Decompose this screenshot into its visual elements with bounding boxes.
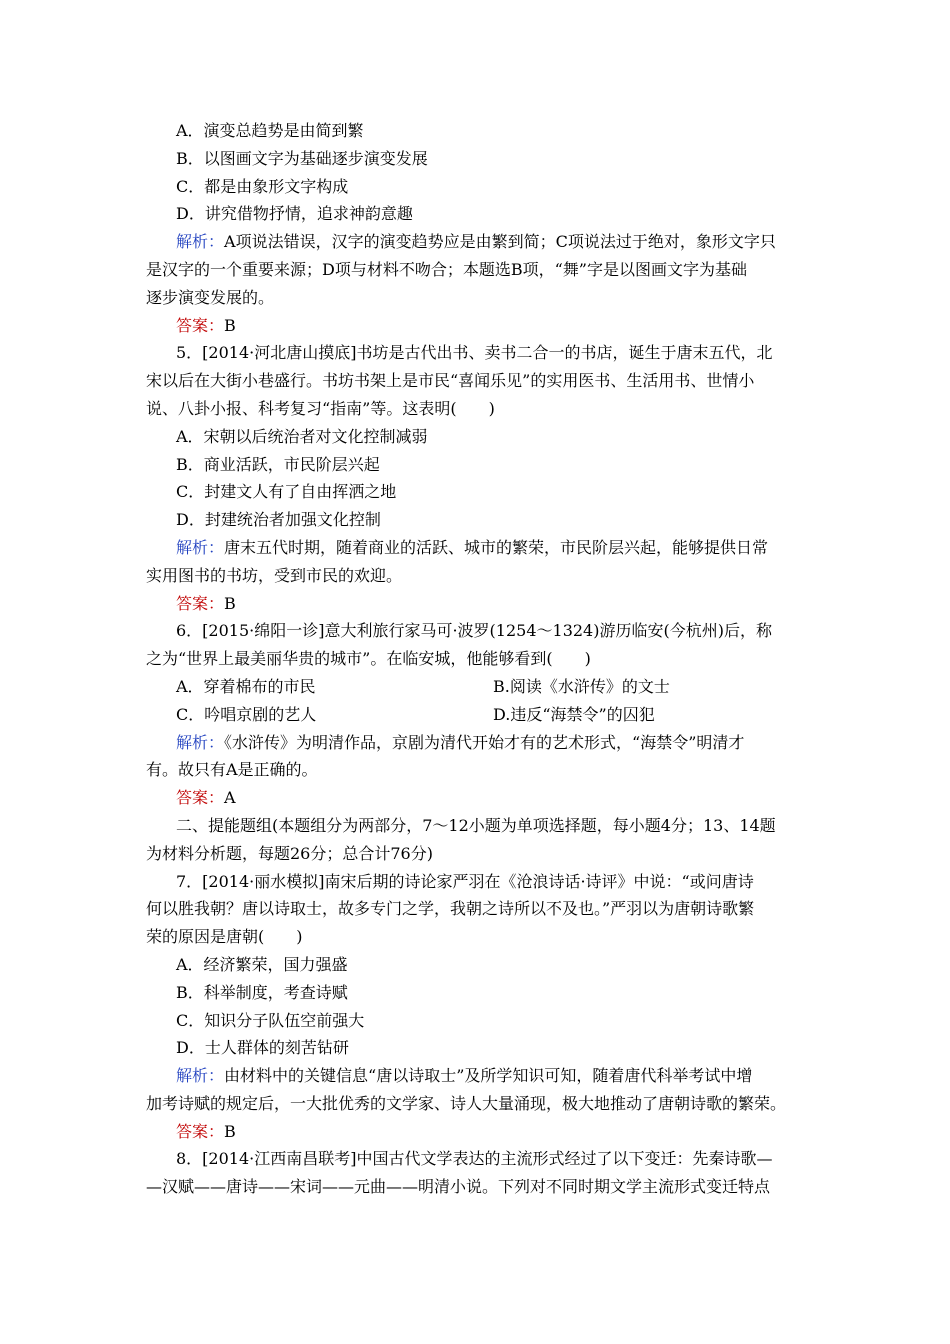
document-body bbox=[146, 117, 810, 1201]
option-line: A．宋朝以后统治者对文化控制减弱 bbox=[176, 426, 428, 446]
analysis-label: 解析： bbox=[176, 537, 225, 557]
option-line: C．知识分子队伍空前强大 bbox=[176, 1010, 365, 1030]
text-line: 何以胜我朝？唐以诗取士，故多专门之学，我朝之诗所以不及也。”严羽以为唐朝诗歌繁 bbox=[146, 899, 755, 919]
answer-value: B bbox=[224, 315, 236, 335]
question-line: 6．[2015·绵阳一诊]意大利旅行家马可·波罗(1254～1324)游历临安(今杭州)后，称 bbox=[176, 621, 772, 641]
text-line: 荣的原因是唐朝( ) bbox=[146, 927, 303, 947]
option-line: A．演变总趋势是由简到繁 bbox=[176, 121, 364, 140]
analysis-text: A项说法错误，汉字的演变趋势应是由繁到简；C项说法过于绝对，象形文字只 bbox=[224, 232, 776, 252]
option-line: D．讲究借物抒情，追求神韵意趣 bbox=[176, 204, 413, 224]
answer-line bbox=[146, 590, 810, 618]
text-line: 说、八卦小报、科考复习“指南”等。这表明( ) bbox=[146, 398, 495, 418]
option-line: A．穿着棉布的市民 bbox=[176, 676, 316, 696]
question-line: 5．[2014·河北唐山摸底]书坊是古代出书、卖书二合一的书店，诞生于唐末五代，北 bbox=[176, 343, 773, 363]
answer-label: 答案： bbox=[176, 593, 225, 613]
option-line: B．科举制度，考查诗赋 bbox=[176, 982, 348, 1002]
analysis-text: 由材料中的关键信息“唐以诗取士”及所学知识可知，随着唐代科举考试中增 bbox=[224, 1066, 753, 1086]
option-line: B．商业活跃，市民阶层兴起 bbox=[176, 454, 380, 474]
text-line: 实用图书的书坊，受到市民的欢迎。 bbox=[146, 565, 403, 585]
option-row bbox=[146, 701, 810, 729]
text-line: —汉赋——唐诗——宋词——元曲——明清小说。下列对不同时期文学主流形式变迁特点 bbox=[146, 1177, 771, 1197]
option-line: C．吟唱京剧的艺人 bbox=[176, 704, 317, 724]
question-line: 二、提能题组(本题组分为两部分，7～12小题为单项选择题，每小题4分；13、14题 bbox=[176, 815, 776, 835]
analysis-line bbox=[146, 228, 810, 256]
option-line: C．都是由象形文字构成 bbox=[176, 176, 349, 196]
option-line: D．封建统治者加强文化控制 bbox=[176, 510, 381, 530]
option-line: B．以图画文字为基础逐步演变发展 bbox=[176, 148, 428, 168]
analysis-label: 解析： bbox=[176, 1066, 225, 1086]
analysis-label: 解析： bbox=[176, 232, 225, 252]
option-row bbox=[146, 673, 810, 701]
option-line: D.违反“海禁令”的囚犯 bbox=[493, 704, 655, 724]
text-line: 有。故只有A是正确的。 bbox=[146, 760, 318, 780]
answer-label: 答案： bbox=[176, 1121, 225, 1141]
answer-label: 答案： bbox=[176, 315, 225, 335]
analysis-text: 唐末五代时期，随着商业的活跃、城市的繁荣，市民阶层兴起，能够提供日常 bbox=[224, 537, 769, 557]
text-line: 是汉字的一个重要来源；D项与材料不吻合；本题选B项，“舞”字是以图画文字为基础 bbox=[146, 259, 747, 279]
text-line: 之为“世界上最美丽华贵的城市”。在临安城，他能够看到( ) bbox=[146, 649, 591, 669]
analysis-text: 《水浒传》为明清作品，京剧为清代开始才有的艺术形式，“海禁令”明清才 bbox=[224, 732, 745, 752]
text-line: 逐步演变发展的。 bbox=[146, 287, 275, 307]
answer-value: B bbox=[224, 1121, 236, 1141]
text-line: 加考诗赋的规定后，一大批优秀的文学家、诗人大量涌现，极大地推动了唐朝诗歌的繁荣。 bbox=[146, 1093, 787, 1113]
analysis-label: 解析： bbox=[176, 732, 225, 752]
answer-line bbox=[146, 312, 810, 340]
answer-line bbox=[146, 784, 810, 812]
text-line: 为材料分析题，每题26分；总合计76分) bbox=[146, 843, 433, 863]
answer-value: A bbox=[224, 788, 236, 808]
answer-line bbox=[146, 1118, 810, 1146]
option-line: B.阅读《水浒传》的文士 bbox=[493, 676, 670, 696]
text-line: 宋以后在大街小巷盛行。书坊书架上是市民“喜闻乐见”的实用医书、生活用书、世情小 bbox=[146, 371, 755, 391]
analysis-line bbox=[146, 729, 810, 757]
question-line: 8．[2014·江西南昌联考]中国古代文学表达的主流形式经过了以下变迁：先秦诗歌— bbox=[176, 1149, 773, 1169]
analysis-line bbox=[146, 1062, 810, 1090]
option-line: D．士人群体的刻苦钻研 bbox=[176, 1038, 349, 1058]
answer-value: B bbox=[224, 593, 236, 613]
option-line: A．经济繁荣，国力强盛 bbox=[176, 954, 348, 974]
option-line: C．封建文人有了自由挥洒之地 bbox=[176, 482, 397, 502]
analysis-line bbox=[146, 534, 810, 562]
question-line: 7．[2014·丽水模拟]南宋后期的诗论家严羽在《沧浪诗话·诗评》中说：“或问唐诗 bbox=[176, 871, 754, 891]
answer-label: 答案： bbox=[176, 788, 225, 808]
